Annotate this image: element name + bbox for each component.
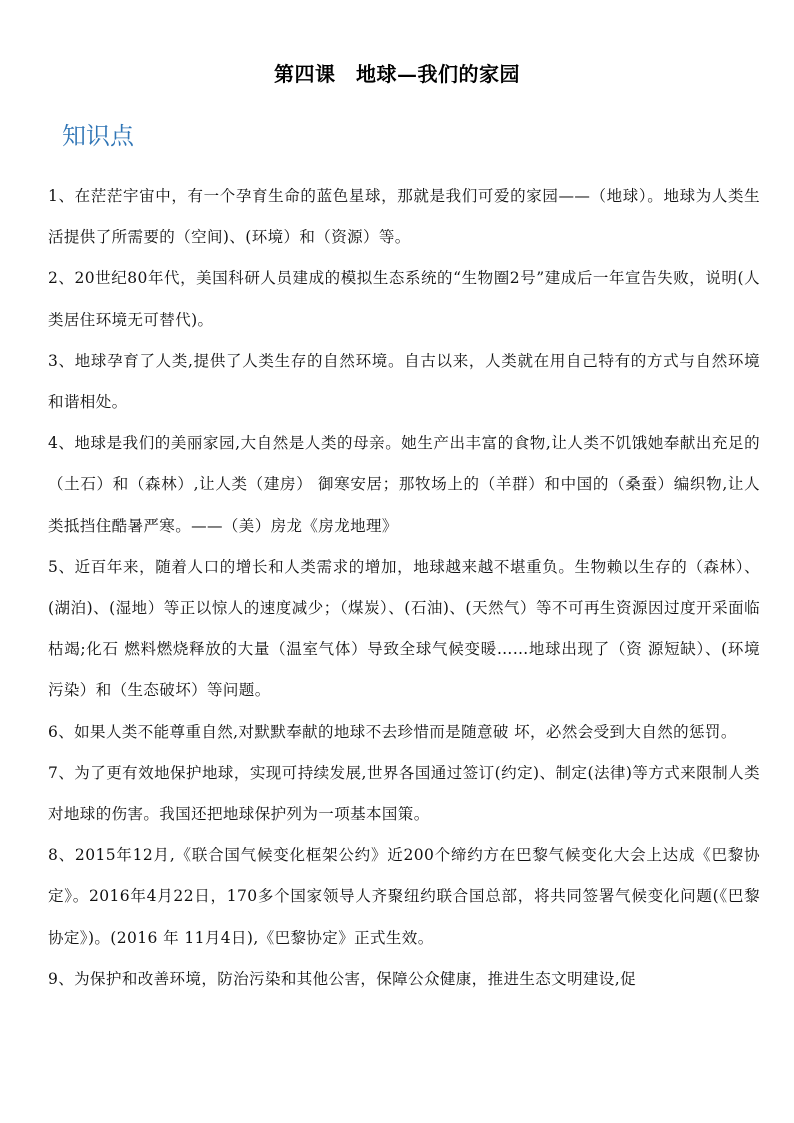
page-title: 第四课 地球—我们的家园 bbox=[274, 62, 520, 86]
knowledge-point-5: 5、近百年来，随着人口的增长和人类需求的增加，地球越来越不堪重负。生物赖以生存的（森林）、(湖泊)、(湿地）等正以惊人的速度减少；（煤炭）、(石油)、(天然气）等不可再生资源因过度开采面临枯竭;化石 燃料燃烧释放的大量（温室气体）导致全球气候变暖……地球出现了（资 源短缺）、(环境污染）和（生态破坏）等问题。 bbox=[48, 557, 760, 700]
knowledge-points-list bbox=[48, 176, 760, 1000]
knowledge-point-7: 7、为了更有效地保护地球，实现可持续发展,世界各国通过签订(约定)、制定(法律)等方式来限制人类对地球的伤害。我国还把地球保护列为一项基本国策。 bbox=[48, 763, 760, 824]
knowledge-point-8: 8、2015年12月,《联合国气候变化框架公约》近200个缔约方在巴黎气候变化大会上达成《巴黎协定》。2016年4月22日，170多个国家领导人齐聚纽约联合国总部，将共同签署气候变化问题(《巴黎协定》)。(2016 年 11月4日),《巴黎协定》正式生效。 bbox=[48, 846, 760, 947]
knowledge-point-6: 6、如果人类不能尊重自然,对默默奉献的地球不去珍惜而是随意破 坏，必然会受到大自然的惩罚。 bbox=[48, 722, 737, 741]
knowledge-point-9: 9、为保护和改善环境，防治污染和其他公害，保障公众健康，推进生态文明建设,促 bbox=[48, 969, 636, 988]
knowledge-point-1: 1、在茫茫宇宙中，有一个孕育生命的蓝色星球，那就是我们可爱的家园——（地球）。地球为人类生活提供了所需要的（空间)、(环境）和（资源）等。 bbox=[48, 187, 760, 247]
knowledge-point-2: 2、20世纪80年代，美国科研人员建成的模拟生态系统的“生物圈2号”建成后一年宣告失败，说明(人类居住环境无可替代)。 bbox=[48, 269, 760, 329]
knowledge-point-3: 3、地球孕育了人类,提供了人类生存的自然环境。自古以来，人类就在用自己特有的方式与自然环境和谐相处。 bbox=[48, 351, 760, 412]
section-heading-knowledge-points: 知识点 bbox=[62, 122, 134, 150]
knowledge-point-4: 4、地球是我们的美丽家园,大自然是人类的母亲。她生产出丰富的食物,让人类不饥饿她奉献出充足的（土石）和（森林）,让人类（建房） 御寒安居；那牧场上的（羊群）和中国的（桑蚕）编织物,让人类抵挡住酷暑严寒。——（美）房龙《房龙地理》 bbox=[48, 434, 760, 535]
